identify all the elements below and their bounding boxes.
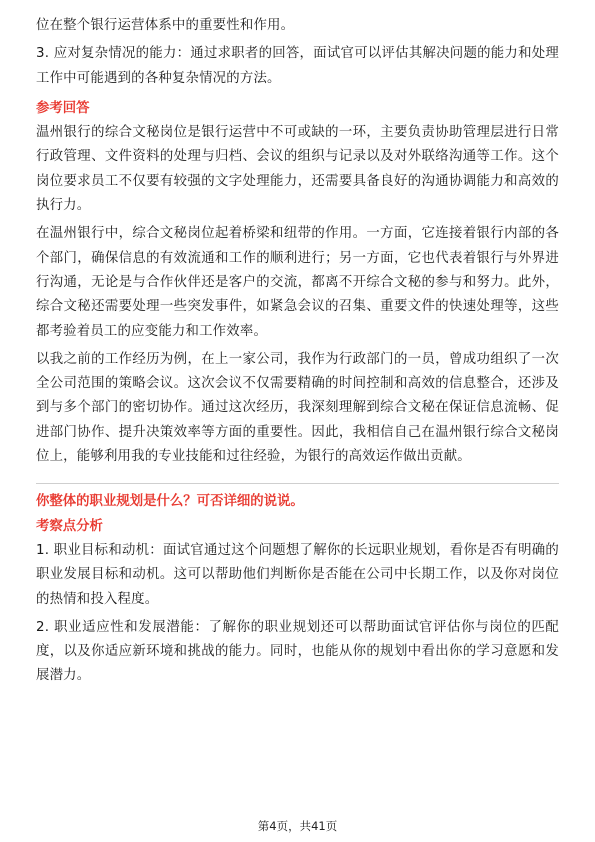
question-heading: 你整体的职业规划是什么？可否详细的说说。 — [36, 494, 304, 510]
page-number-footer: 第4页，共41页 — [257, 819, 338, 833]
reference-answer-heading: 参考回答 — [36, 100, 90, 116]
analysis-point-1: 1. 职业目标和动机：面试官通过这个问题想了解你的长远职业规划，看你是否有明确的职业发展目标和动机。这可以帮助他们判断你是否能在公司中长期工作，以及你对岗位的热情和投入程度。 — [36, 542, 559, 607]
analysis-point-2: 2. 职业适应性和发展潜能：了解你的职业规划还可以帮助面试官评估你与岗位的匹配度，以及你适应新环境和挑战的能力。同时，也能从你的规划中看出你的学习意愿和发展潜力。 — [36, 619, 559, 684]
intro-tail-text: 位在整个银行运营体系中的重要性和作用。 — [36, 18, 295, 33]
document-page — [36, 14, 559, 689]
analysis-heading: 考察点分析 — [36, 518, 103, 534]
section-divider — [36, 483, 559, 484]
answer-paragraph-2: 在温州银行中，综合文秘岗位起着桥梁和纽带的作用。一方面，它连接着银行内部的各个部门，确保信息的有效流通和工作的顺利进行；另一方面，它也代表着银行与外界进行沟通，无论是与合作伙伴还是客户的交流，都离不开综合文秘的参与和努力。此外，综合文秘还需要处理一些突发事件，如紧急会议的召集、重要文件的快速处理等，这些都考验着员工的应变能力和工作效率。 — [36, 226, 559, 339]
answer-paragraph-1: 温州银行的综合文秘岗位是银行运营中不可或缺的一环，主要负责协助管理层进行日常行政管理、文件资料的处理与归档、会议的组织与记录以及对外联络沟通等工作。这个岗位要求员工不仅要有较强的文字处理能力，还需要具备良好的沟通协调能力和高效的执行力。 — [36, 125, 559, 214]
point-3-text: 3. 应对复杂情况的能力：通过求职者的回答，面试官可以评估其解决问题的能力和处理工作中可能遇到的各种复杂情况的方法。 — [36, 46, 559, 86]
answer-paragraph-3: 以我之前的工作经历为例，在上一家公司，我作为行政部门的一员，曾成功组织了一次全公司范围的策略会议。这次会议不仅需要精确的时间控制和高效的信息整合，还涉及到与多个部门的密切协作。通过这次经历，我深刻理解到综合文秘在保证信息流畅、促进部门协作、提升决策效率等方面的重要性。因此，我相信自己在温州银行综合文秘岗位上，能够利用我的专业技能和过往经验，为银行的高效运作做出贡献。 — [36, 351, 559, 465]
